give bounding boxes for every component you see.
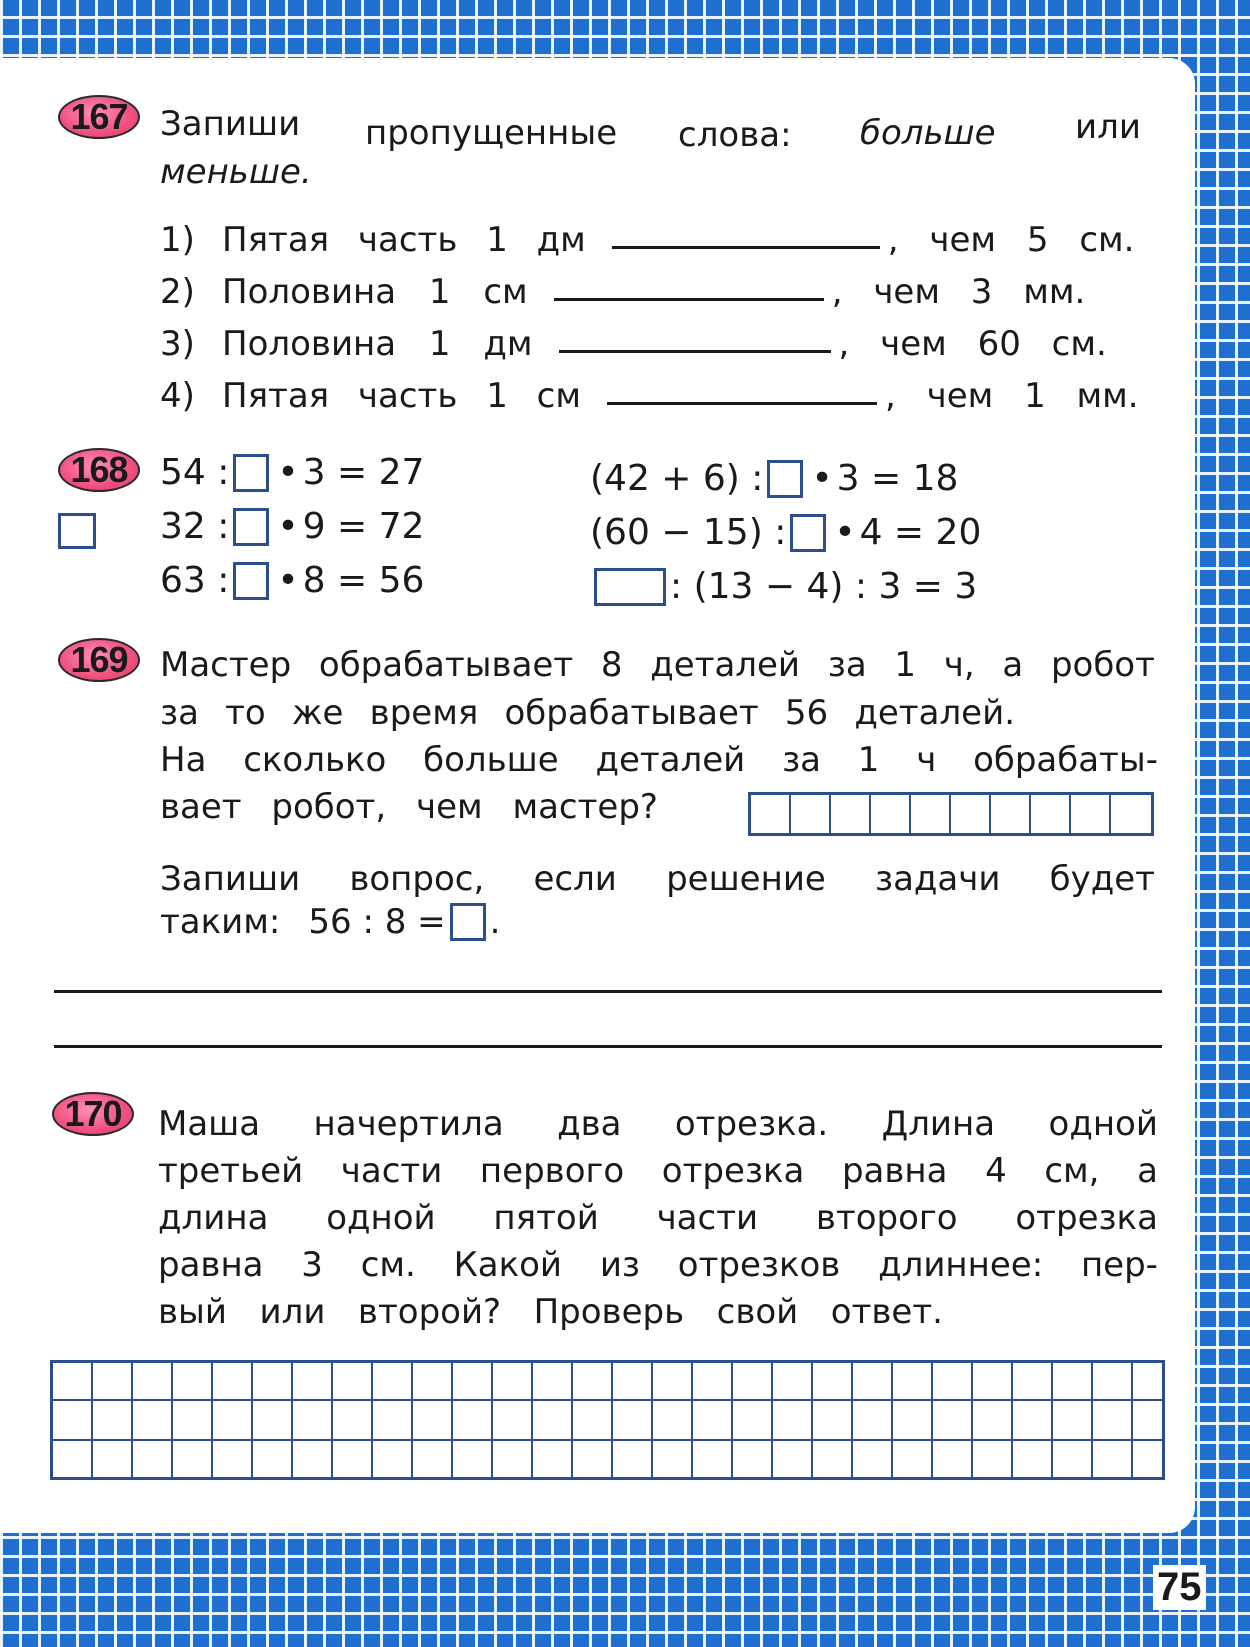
word: ответ. [830,1292,943,1332]
answer-box[interactable] [767,460,803,498]
equation [590,566,977,607]
item-number: 3) [160,324,195,364]
word: 1 [894,645,917,685]
word: деталей [595,740,746,780]
text-line [158,1292,943,1332]
task-prompt-word: Запиши [160,104,301,144]
multiply-sign: • [277,452,299,493]
word: если [533,859,617,899]
word: третьей [158,1151,304,1191]
answer-box[interactable] [233,454,269,492]
eq-part: 4 = 20 [859,512,982,553]
item-number: 1) [160,220,195,260]
word: Мастер [160,645,292,685]
word: свой [716,1292,799,1332]
answer-line[interactable] [607,402,877,405]
word: На [160,740,207,780]
word: длиннее: [878,1245,1044,1285]
item-tail: , чем 5 см. [887,220,1135,260]
word: отрезка. [674,1104,829,1144]
word: Какой [453,1245,563,1285]
word: решение [666,859,826,899]
word: два [557,1104,622,1144]
answer-box-two-digit[interactable] [594,568,666,606]
word: вает [160,787,242,827]
page-number: 75 [1153,1565,1206,1610]
item-text: Половина 1 см [222,272,528,312]
word: 3 [301,1245,323,1285]
word: то [225,693,266,733]
multiply-sign: • [277,560,299,601]
word: Проверь [533,1292,685,1332]
word: пятой [493,1198,599,1238]
multiply-sign: • [277,506,299,547]
answer-line[interactable] [612,246,880,249]
equation [160,506,424,547]
word: вый [158,1292,227,1332]
text-line [160,645,1155,685]
answer-cells[interactable] [748,792,1154,836]
word: 1 [857,740,880,780]
item-tail: , чем 1 мм. [884,376,1139,416]
eq-part: 3 = 18 [836,458,959,499]
word: робот, [271,787,387,827]
word: первого [479,1151,625,1191]
text-line [160,787,658,827]
writing-line[interactable] [54,1045,1162,1048]
period: . [489,902,501,942]
word: части [340,1151,443,1191]
word: будет [1049,859,1155,899]
task-prompt-word: слова: [678,115,792,155]
word: части [656,1198,759,1238]
word: одной [326,1198,436,1238]
item-text: Пятая часть 1 см [222,376,581,416]
answer-line[interactable] [554,298,824,301]
equation [590,512,981,553]
word: больше [423,740,559,780]
task-item [160,272,1085,312]
word: длина [158,1198,269,1238]
word: чем [415,787,483,827]
word: 56 [784,693,829,733]
eq-part: 8 = 56 [302,560,425,601]
word: деталей [650,645,801,685]
word: же [291,693,344,733]
answer-box[interactable] [790,514,826,552]
eq-part: 32 : [160,506,230,547]
word: 4 [985,1151,1007,1191]
word: равна [841,1151,948,1191]
solution-line [160,902,500,942]
item-number: 2) [160,272,195,312]
word: обрабатывает [504,693,759,733]
answer-line[interactable] [559,350,831,353]
word: задачи [875,859,1001,899]
option-word: больше [860,113,996,153]
eq-part: : (13 − 4) : 3 = 3 [670,566,978,607]
word: Длина [881,1104,996,1144]
task-prompt-word: пропущенные [365,113,618,153]
word: вопрос, [349,859,485,899]
text-line [160,740,1158,780]
text-line [158,1198,1158,1238]
word: мастер? [512,787,658,827]
text-line [158,1245,1158,1285]
word: или [259,1292,326,1332]
word: время [369,693,479,733]
word: отрезка [661,1151,805,1191]
word: см. [360,1245,416,1285]
task-item [160,324,1107,364]
text-line [160,693,1015,733]
task-item [160,220,1134,260]
word: одной [1048,1104,1158,1144]
solution-expr: 56 : 8 = [308,902,446,942]
item-text: Половина 1 дм [222,324,533,364]
word: а [1137,1151,1158,1191]
multiply-sign: • [811,458,833,499]
word: сколько [243,740,387,780]
word: Запиши [160,859,301,899]
eq-part: 63 : [160,560,230,601]
option-word: меньше. [160,152,312,192]
word: равна [158,1245,264,1285]
word: ч [916,740,937,780]
text-line [158,1151,1158,1191]
word: см, [1044,1151,1100,1191]
eq-part: (60 − 15) : [590,512,787,553]
word: отрезка [1015,1198,1158,1238]
word: обрабатывает [318,645,574,685]
answer-box[interactable] [233,562,269,600]
item-tail: , чем 3 мм. [831,272,1086,312]
word: деталей. [854,693,1015,733]
equation [160,560,424,601]
equation [590,458,958,499]
checkbox[interactable] [58,513,96,549]
word: робот [1050,645,1155,685]
word: ч, [943,645,975,685]
item-text: Пятая часть 1 дм [222,220,586,260]
word: обрабаты- [973,740,1158,780]
word: 8 [600,645,623,685]
word: а [1002,645,1024,685]
answer-box[interactable] [233,508,269,546]
task-item [160,376,1139,416]
task-number-badge: 168 [58,448,140,492]
answer-box[interactable] [450,903,486,941]
eq-part: (42 + 6) : [590,458,764,499]
word: за [827,645,867,685]
text-line [160,859,1155,899]
eq-part: 3 = 27 [302,452,425,493]
item-number: 4) [160,376,195,416]
equation [160,452,424,493]
writing-line[interactable] [54,990,1162,993]
word: второго [815,1198,958,1238]
solution-lead: таким: [160,902,281,942]
eq-part: 9 = 72 [302,506,425,547]
word: пер- [1080,1245,1158,1285]
item-tail: , чем 60 см. [838,324,1107,364]
word: за [160,693,199,733]
task-number-badge: 169 [58,638,140,682]
word: за [782,740,821,780]
word: второй? [357,1292,502,1332]
answer-grid[interactable] [50,1360,1165,1480]
word: начертила [313,1104,504,1144]
word: отрезков [677,1245,841,1285]
multiply-sign: • [834,512,856,553]
eq-part: 54 : [160,452,230,493]
task-number-badge: 170 [52,1092,134,1136]
word: Маша [158,1104,261,1144]
word: из [599,1245,640,1285]
text-line [158,1104,1158,1144]
task-prompt-word: или [1075,107,1141,147]
task-number-badge: 167 [58,95,140,139]
